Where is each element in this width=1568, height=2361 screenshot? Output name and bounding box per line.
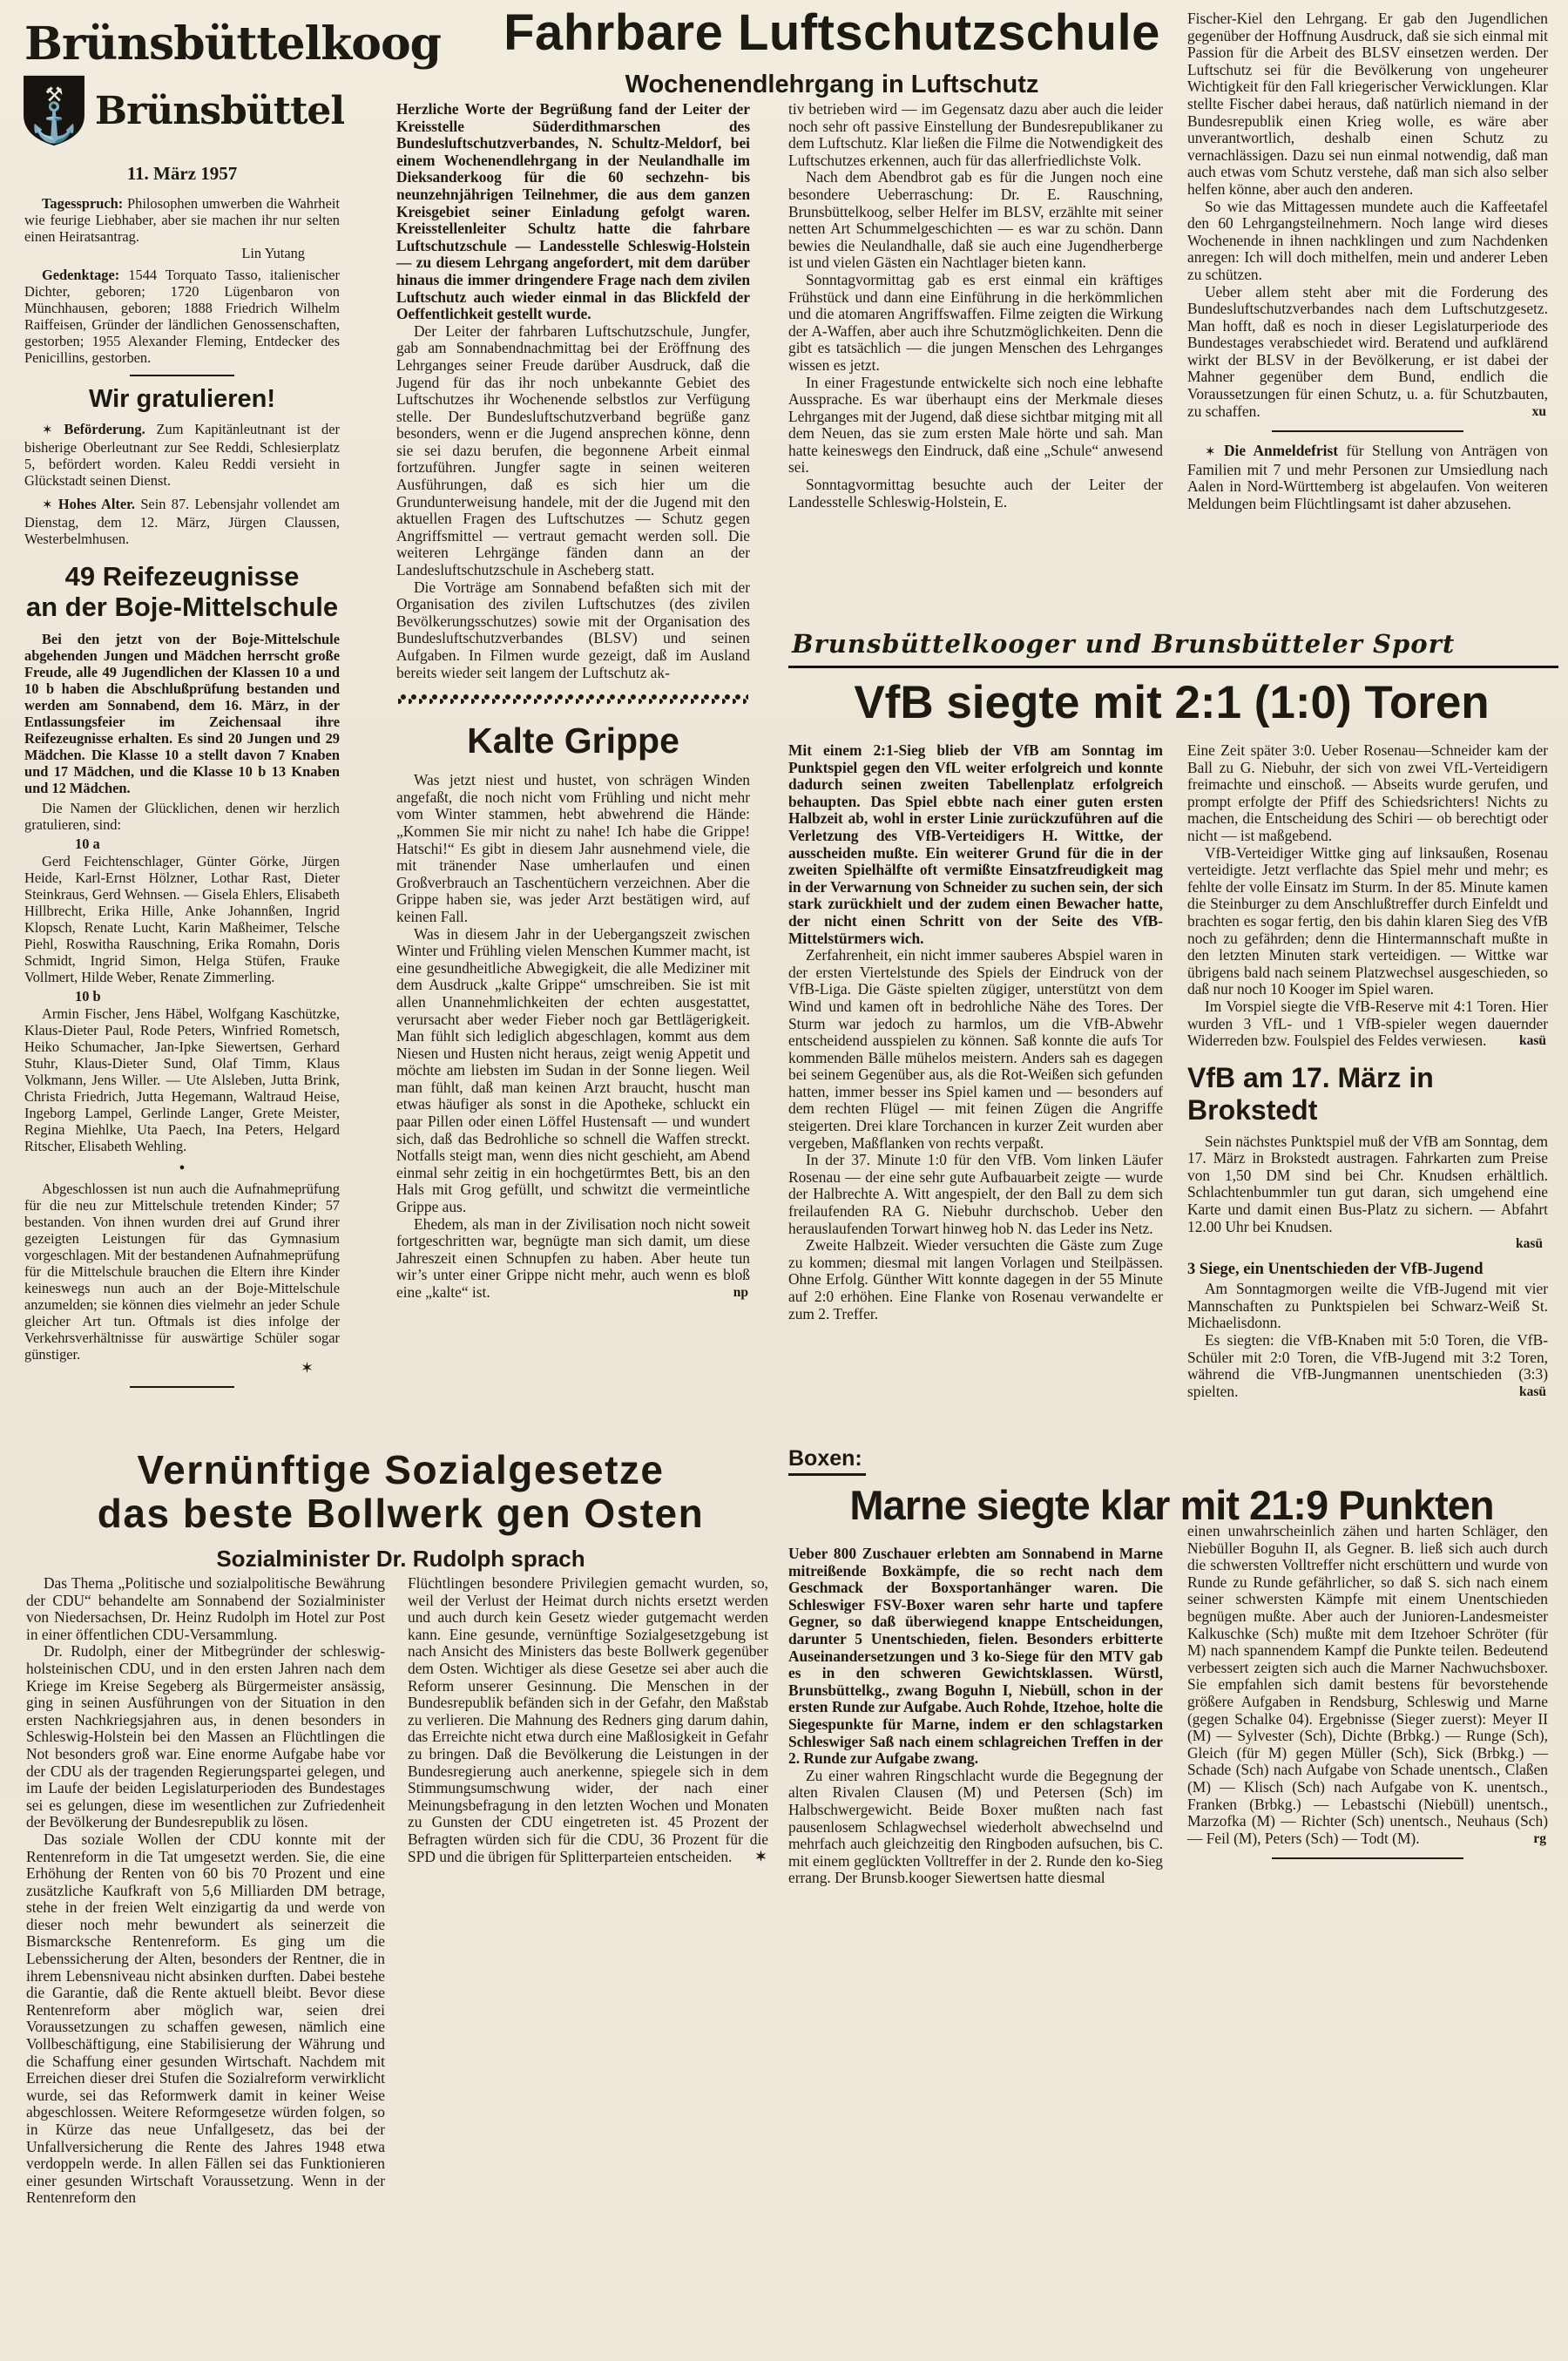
section-divider [130, 375, 234, 376]
luftschutz-paragraph [1187, 284, 1548, 421]
sozialgesetze-paragraph: Dr. Rudolph, einer der Mitbegründer der schleswig-holsteinischen CDU, und in den ersten Jahren nach dem Kriege im Kreise Segeberg als Bürgermeister ansässig, ging in seinen Ausführungen von der Situation in den ersten Nachkriegsjahren aus, in denen besonders in Schleswig-Holstein bei den Massen an Flüchtlingen die Not besonders groß war. Eine enorme Aufgabe habe vor der CDU als der tragenden Regierungspartei gelegen, und im Laufe der beiden Legislaturperioden des Bundestages sei es gelungen, diese im wesentlichen zur Zufriedenheit der Bevölkerung der Bundesrepublik zu lösen. [26, 1642, 385, 1831]
luftschutz-paragraph: So wie das Mittagessen mundete auch die Kaffeetafel den 60 Lehrgangsteilnehmern. Noch lange wird dieses Wochenende in ihnen nachklingen und zum Nachdenken anregen: Ich will doch mithelfen, mein und anderer Leben zu schützen. [1187, 197, 1548, 283]
sozialgesetze-subhead: Sozialminister Dr. Rudolph sprach [216, 1546, 585, 1572]
star-icon: ✶ [755, 1849, 767, 1864]
aufnahmepruefung-paragraph: Abgeschlossen ist nun auch die Aufnahmeprüfung für die neu zur Mittelschule tretenden Kinder; 57 bestanden. Von ihnen wurden drei auf Grund ihrer gezeigten Leistungen für das Gymnasium vorgeschlagen. Mit der bestandenen Aufnahmeprüfung für die Mittelschule brauchen die Eltern ihre Kinder keineswegs nun auch an der Boje-Mittelschule anzumelden; sie können dies vielmehr an jeder Schule gleicher Art tun. Oftmals ist dies infolge der Verkehrsverhältnisse für auswärtige Schüler sogar günstiger. [24, 1180, 340, 1363]
masthead-title-line1: Brünsbüttelkoog [24, 17, 442, 71]
vfb-paragraph: VfB-Verteidiger Wittke ging auf linksaußen, Rosenau verteidigte. Jetzt verflachte das Spiel mehr und mehr; es fehlte der volle Einsatz im Sturm. In der 85. Minute kamen die Steinburger zu dem Anschlußtreffer durch Einfeldt und brachten es sogar fertig, den bis dahin klaren Sieg des VfB noch zu gefährden; denn die Hintermannschaft mußte in den letzten Minuten stark verteidigen. — Wittke war übrigens bald nach seinem Platzwechsel ausgeschieden, so daß nur noch 10 Kooger im Spiel waren. [1187, 843, 1548, 998]
tagesspruch-label: Tagesspruch: [42, 195, 124, 212]
jugend-paragraph [1187, 1332, 1548, 1400]
vfb-paragraph: Zerfahrenheit, ein nicht immer sauberes Abspiel waren in der ersten Viertelstunde des Spiels der Eindruck von der VfB-Liga. Die Gäste spielten zügiger, unterstützt von dem Wind und kamen oft in bedrohliche Nähe des Tores. Der Sturm war jedoch zu harmlos, um die VfB-Abwehr entscheidend ausspielen zu können. Saß konnte die aufs Tor kommenden Bälle mühelos meistern. Anders sah es dagegen bei seinem Gegenüber aus, als die Rot-Weißen sich gefunden hatten, immer besser ins Spiel kamen und — besonders auf dem rechten Flügel — mit feinen Zügen die Angriffe steigerten. Drei klare Torchancen in kurzer Zeit wurden aber vergeben, Maßflanken von rechts verpaßt. [788, 946, 1163, 1152]
luftschutz-paragraph: In einer Fragestunde entwickelte sich noch eine lebhafte Aussprache. Es war überhaupt eins der Merkmale dieses Lehrganges mit der Jugend, daß diese sichtbar mitging mit all dem Neuen, das sie zum ersten Male hörte und sah. Man hatte keineswegs den Eindruck, daß eine „Schule“ anwesend sei. [788, 373, 1163, 477]
gedenktage-text: 1544 Torquato Tasso, italienischer Dichter, geboren; 1720 Lügenbaron von Münchhausen, geboren; 1888 Friedrich Wilhelm Raiffeisen, Gründer der ländlichen Genossenschaften, gestorben; 1955 Alexander Fleming, Entdecker des Penicillins, gestorben. [24, 267, 340, 366]
jugend-subhead: 3 Siege, ein Unentschieden der VfB-Jugend [1187, 1261, 1484, 1279]
kalte-grippe-headline: Kalte Grippe [467, 720, 679, 761]
kalte-grippe-paragraph [396, 1216, 750, 1302]
author-signature: kasü [1518, 1383, 1546, 1399]
reifezeugnisse-intro: Die Namen der Glücklichen, denen wir herzlich gratulieren, sind: [24, 800, 340, 833]
marne-paragraph: Zu einer wahren Ringschlacht wurde die Begegnung der alten Rivalen Clausen (M) und Petersen (Sch) im Halbschwergewicht. Beide Boxer mußten nach fast pausenlosem Schlagwechsel wiederholt abwechselnd und mehrfach auch gleichzeitig den Ringboden aufsuchen, bis C. mit einem geglückten Volltreffer in der 2. Runde den ko-Sieg errang. Der Brunsb.kooger Siewertsen hatte diesmal [788, 1766, 1163, 1887]
marne-lead: Ueber 800 Zuschauer erlebten am Sonnabend in Marne mitreißende Boxkämpfe, die so recht nach dem Geschmack der Boxsportanhänger waren. Die Schleswiger FSV-Boxer waren sehr harte und tapfere Gegner, so daß überwiegend knappe Entscheidungen, darunter 5 Unentschieden, fielen. Besonders erbitterte Auseinandersetzungen und 3 ko-Siege für den MTV gab es in den schweren Gewichtsklassen. Würstl, Brunsbüttelkg., zwang Boguhn I, Niebüll, schon in der ersten Runde zur Aufgabe. Auch Rohde, Itzehoe, holte die Siegespunkte für Marne, indem er den schlagstarken Schleswiger Saß nach einem schlagreichen Treffen in der 2. Runde zur Aufgabe zwang. [788, 1545, 1163, 1768]
section-divider [1272, 430, 1463, 432]
kalte-grippe-text: Ehedem, als man in der Zivilisation noch nicht soweit fortgeschritten war, begnügte man sich damit, um diese Jahreszeit einen Schnupfen zu haben. Aber heute tun wir’s unter einer Grippe nicht mehr, auch wenn es bloß eine „kalte“ ist. [396, 1214, 750, 1301]
vfb-paragraph [1187, 998, 1548, 1050]
luftschutz-paragraph: Sonntagvormittag gab es erst einmal ein kräftiges Frühstück und dann eine Einführung in die herkömmlichen und die atomaren Angriffswaffen. Filme zeigten die Wirkung der A-Waffen, aber auch ihre Schutzmöglichkeiten. Denn die gibt es tatsächlich — die jungen Menschen des Lehrganges wissen es jetzt. [788, 270, 1163, 374]
hohes-alter-item [24, 496, 340, 547]
brokstedt-paragraph: Sein nächstes Punktspiel muß der VfB am Sonntag, dem 17. März in Brokstedt austragen. Fahrkarten zum Preise von 1,50 DM sind bei Chr. Knudsen erhältlich. Schlachtenbummler tun gut daran, sich umgehend eine Karte und damit einen Bus-Platz zu sichern. — Abfahrt 12.00 Uhr bei Knudsen. [1187, 1132, 1548, 1235]
names-10a: Gerd Feichtenschlager, Günter Görke, Jürgen Heide, Karl-Ernst Hölzner, Lothar Rast, Dieter Steinkraus, Gerd Wehnsen. — Gisela Ehlers, Elisabeth Hillbrecht, Erika Hille, Anke Johannßen, Ingrid Klopsch, Renate Lucht, Karin Maßheimer, Telsche Piehl, Roswitha Rauschning, Erika Romahn, Doris Schmidt, Ingrid Simon, Helga Stüfen, Frauke Vollmert, Hilde Weber, Renate Zimmerling. [24, 853, 340, 985]
vfb-paragraph: Zweite Halbzeit. Wieder versuchten die Gäste zum Zuge zu kommen; diesmal mit langen Vorlagen und Steilpässen. Ohne Erfolg. Günther Witt konnte dagegen in der 55 Minute auf 2:0 erhöhen. Eine Flanke von Rosenau verwandelte er zum 2. Treffer. [788, 1236, 1163, 1323]
author-signature: kasü [1515, 1236, 1543, 1252]
author-signature: kasü [1518, 1033, 1546, 1049]
luftschutz-paragraph: Sonntagvormittag besuchte auch der Leiter der Landesstelle Schleswig-Holstein, E. [788, 476, 1163, 511]
marne-paragraph [1187, 1523, 1548, 1847]
dot-divider: ● [179, 1162, 186, 1173]
reifezeugnisse-heading [24, 561, 340, 622]
vfb-headline: VfB siegte mit 2:1 (1:0) Toren [854, 677, 1490, 728]
sport-section-header: Brunsbüttelkooger und Brunsbütteler Sport [788, 629, 1558, 668]
luftschutz-subhead: Wochenendlehrgang in Luftschutz [625, 71, 1039, 98]
sozialgesetze-text: Flüchtlingen besondere Privilegien gemacht wurden, so, weil der Verlust der Heimat durch nichts ersetzt werden und auch durch kein Gesetz wieder gutgemacht werden kann. Eine gesunde, vernünftige Sozialgesetzgebung ist nach Ansicht des Ministers das beste Bollwerk gegenüber dem Osten. Wichtiger als diese Gesetze sei aber auch die Reform unserer Gesinnung. Die Menschen in der Bundesrepublik befänden sich in der Gefahr, den Maßstab zu verlieren. Die Mahnung des Redners ging darum dahin, das Erreichte nicht etwa durch eine Maßlosigkeit in Gefahr zu bringen. Daß die Bevölkerung die Leistungen in der Bundesregierung auch anerkenne, spiegele sich in dem Stimmungsumschwung wider, der nach einer Meinungsbefragung in den letzten Wochen und Monaten zu Gunsten der CDU eingetreten ist. 45 Prozent der Befragten würden sich für die CDU, 36 Prozent für die SPD und die übrigen für Splitterparteien entscheiden. [408, 1574, 768, 1865]
luftschutz-paragraph: Der Leiter der fahrbaren Luftschutzschule, Jungfer, gab am Sonnabendnachmittag bei der Eröffnung des Lehrganges seiner Freude darüber Ausdruck, daß die Jugend für das ihr noch unbekannte Gebiet des Luftschutzes ihr Wochenende selbstlos zur Verfügung stelle. Der Bundesluftschutzverband begrüße ganz besonders, wenn er die Jugend ansprechen könne, denn sie sei dazu berufen, die begonnene Arbeit einmal fortzuführen. Jungfer sagte in seinen weiteren Ausführungen, daß es sich hier um die Grundunterweisung handele, mit der die Jugend mit den aktuellen Fragen des Luftschutzes — Schutz gegen Angriffsmittel — vertraut gemacht werden soll. Die weiteren Lehrgänge fänden dann an der Landesluftschutzschule in Ascheberg statt. [396, 321, 750, 579]
star-icon: ✶ [300, 1359, 314, 1377]
marne-headline: Marne siegte klar mit 21:9 Punkten [849, 1482, 1494, 1528]
sozialgesetze-column-1 [26, 1575, 385, 2207]
brokstedt-headline: VfB am 17. März in Brokstedt [1187, 1061, 1434, 1126]
tagesspruch-author: Lin Yutang [241, 245, 305, 261]
author-signature: rg [1533, 1830, 1546, 1846]
befoerderung-label: Beförderung. [64, 421, 145, 437]
reifezeugnisse-heading-line1: 49 Reifezeugnisse [64, 561, 300, 592]
luftschutz-text: Ueber allem steht aber mit die Forderung des Bundesluftschutzverbandes nach dem Luftschutzgesetz. Man hofft, daß es noch in dieser Legislaturperiode des Bundestages verabschiedet wird. Beratend und aufklärend wirkt der BLSV in der Bevölkerung, er ist dabei der Mahner gegenüber dem Bund, endlich die Voraussetzungen für einen Schutz, u. a. für Schutzbauten, zu schaffen. [1187, 282, 1548, 420]
tagesspruch-paragraph [24, 195, 340, 245]
svg-text:⚓: ⚓ [30, 101, 78, 145]
luftschutz-column-1 [396, 101, 750, 1302]
marne-column-2 [1187, 1523, 1548, 1870]
luftschutz-paragraph: tiv betrieben wird — im Gegensatz dazu aber auch die leider noch sehr oft passive Einstellung der Bundesrepublikaner zu dem Luftschutz. Klar ließen die Filme die Notwendigkeit des Luftschutzes erkennen, auch für das allerfriedlichste Volk. [788, 100, 1163, 169]
anmeldefrist-notice [1187, 443, 1548, 512]
marne-text: einen unwahrscheinlich zähen und harten Schläger, den Niebüller Boguhn II, als Gegner. B. ließ sich auch durch die schwersten Volltreffer nicht erschüttern und wurde von Runde zu Runde gefährlicher, so daß S. sich nach einem seiner schwersten Kämpfe mit einem Unentschieden begnügen mußte. Aber auch der Junioren-Landesmeister Kalkuschke (Sch) mußte mit dem Itzehoer Schröter (für M) nach spannendem Kampf die Punkte teilen. Bedeutend verbessert zeigten sich auch die Marner Nachwuchsboxer. Sie empfahlen sich damit bestens für bevorstehende größere Aufgaben in Rendsburg, Schleswig und Marne (gegen Schalke 04). Ergebnisse (Sieger zuerst): Meyer II (M) — Sylvester (Sch), Dichte (Brbkg.) — Runge (Sch), Gleich (für M) gegen Müller (Sch), Sick (Brbkg.) — Schade (Sch) nach Aufgabe von Schade unentsch., Claßen (M) — Klisch (Sch) nach Aufgabe von K. unentsch., Franken (Brbkg.) — Lebastschi (Niebüll) unentsch., Marzofka (M) — Richter (Sch) unentsch., Neuhaus (Sch) — Feil (M), Peters (Sch) — Todt (M). [1187, 1522, 1548, 1847]
luftschutz-paragraph: Die Vorträge am Sonnabend befaßten sich mit der Organisation des zivilen Luftschutzes (des zivilen Bevölkerungsschutzes) sowie mit der Organisation des Bundesluftschutzverbandes (BLSV) und seinen Aufgaben. In Filmen wurde gezeigt, daß im Ausland bereits wieder seit langem der Luftschutz ak- [396, 578, 750, 681]
vfb-text: Im Vorspiel siegte die VfB-Reserve mit 4:1 Toren. Hier wurden 3 VfL- und 1 VfB-spieler wegen dauernder Widerreden bzw. Foulspiel des Feldes verwiesen. [1187, 997, 1548, 1050]
vfb-lead: Mit einem 2:1-Sieg blieb der VfB am Sonntag im Punktspiel gegen den VfL weiter erfolgreich und konnte dadurch seinen zweiten Tabellenplatz erfolgreich behaupten. Das Spiel ebbte nach einer guten ersten Halbzeit ab, wohl in erster Linie zurückzuführen auf die Verletzung des VfB-Verteidigers H. Wittke, der ausscheiden mußte. Ein weiterer Grund für die in der zweiten Spielhälfte oft vermißte Einsatzfreudigkeit mag in der Verwarnung von Schneider zu suchen sein, der sich stark zurückhielt und der zudem einen Bewacher hatte, der nicht einen Schritt von der Seite des VfB-Mittelstürmers wich. [788, 741, 1163, 947]
tagesspruch-text: Philosophen umwerben die Wahrheit wie feurige Liebhaber, aber sie machen ihr nur selten einen Heiratsantrag. [24, 195, 340, 245]
anchor-hammer-crest-icon [20, 72, 88, 149]
sozialgesetze-column-2 [408, 1575, 768, 1865]
befoerderung-text: Zum Kapitänleutnant ist der bisherige Oberleutnant zur See Reddi, Schlesierplatz 5, befördert worden. Kaleu Reddi versieht in Glückstadt seinen Dienst. [24, 421, 340, 489]
hohes-alter-label: Hohes Alter. [57, 496, 135, 512]
reifezeugnisse-lead: Bei den jetzt von der Boje-Mittelschule abgehenden Jungen und Mädchen herrscht große Freude, alle 49 Jugendlichen der Klassen 10 a und 10 b haben die Abschlußprüfung bestanden und werden am Sonnabend, dem 16. März, in der Entlassungsfeier im Zeichensaal ihre Reifezeugnisse erhalten. Es sind 20 Jungen und 29 Mädchen. Die Klasse 10 a stellt davon 7 Knaben und 17 Mädchen, und die Klasse 10 b 13 Knaben und 12 Mädchen. [24, 631, 340, 796]
sozialgesetze-paragraph [408, 1575, 768, 1865]
edition-date: 11. März 1957 [126, 163, 238, 184]
luftschutz-column-2 [788, 101, 1163, 511]
boxen-label: Boxen: [788, 1446, 866, 1476]
luftschutz-paragraph: Fischer-Kiel den Lehrgang. Er gab den Jugendlichen gegenüber der Hoffnung Ausdruck, daß sie sich einmal mit Passion für die Arbeit des BLSV einsetzen werden. Der Luftschutz sei für die Bevölkerung von ungeheurer Wichtigkeit für den Fall kriegerischer Verwicklungen. Klar stellte Fischer dabei heraus, daß natürlich niemand in der Bundesrepublik einen Krieg wolle, es wäre aber unverantwortlich, deshalb einen Schutz zu vernachlässigen. Dazu sei nun einmal notwendig, daß man auch etwas vom Schutz verstehe, daß man sich also selber helfen könne, aber auch den anderen. [1187, 10, 1548, 198]
vfb-column-1 [788, 742, 1163, 1323]
befoerderung-item [24, 421, 340, 489]
luftschutz-paragraph: Nach dem Abendbrot gab es für die Jungen noch eine besondere Ueberraschung: Dr. E. Rauschning, Brunsbüttelkoog, selber Helfer im BLSV, erzählte mit seiner netten Art Schummelgeschichten — es war zu schön. Dann bewies die Neulandhalle, daß sie auch eine Jugendherberge ist und vielen Gästen ein Nachtlager bieten kann. [788, 168, 1163, 272]
jugend-text: Es siegten: die VfB-Knaben mit 5:0 Toren, die VfB-Schüler mit 2:0 Toren, die VfB-Jugend mit 3:2 Toren, während die VfB-Jungmannen unentschieden (3:3) spielten. [1187, 1331, 1548, 1400]
author-signature: np [733, 1285, 748, 1300]
section-divider [1272, 1857, 1463, 1859]
author-signature: xu [1531, 403, 1546, 419]
gratulieren-heading: Wir gratulieren! [88, 385, 276, 413]
kalte-grippe-paragraph: Was in diesem Jahr in der Uebergangszeit zwischen Winter und Frühling vielen Menschen Kummer macht, ist eine gesundheitliche Abwegigkeit, die alle Mediziner mit dem Ausdruck „kalte Grippe“ umschreiben. Sie ist mit allen Unannehmlichkeiten der echten ausgestattet, verursacht aber weder Fieber noch gar Bettlägerigkeit. Man fühlt sich lediglich abgeschlagen, kommt aus dem Niesen und Husten nicht heraus, zeigt wenig Appetit und möchte am liebsten im Sudan in der Sonne liegen. Weil man fühlt, daß man keinen Arzt braucht, huscht man etwas häufiger als sonst in die Apotheke, schluckt ein paar Pillen oder einen Löffel Hustensaft — und wundert sich, daß das Bedrohliche so schnell die Waffen streckt. Notfalls steigt man, wenn dies nicht geschieht, am Abend einmal sehr zeitig in ein hochgetürmtes Bett, bis an den Hals mit Grog gefüllt, und schwitzt die vermeintliche Grippe aus. [396, 924, 750, 1216]
luftschutz-header [375, 3, 1289, 99]
vfb-paragraph: Eine Zeit später 3:0. Ueber Rosenau—Schneider kam der Ball zu G. Niebuhr, der sich von zwei VfL-Verteidigern freimachte und einschoß. — Abseits wurde gerufen, und prompt erfolgte der Pfiff des Schiedsrichters! Nichts zu machen, die Entscheidung des Schiri — ob berechtigt oder nicht — ist maßgebend. [1187, 741, 1548, 844]
sozialgesetze-paragraph: Das soziale Wollen der CDU konnte mit der Rentenreform in die Tat umgesetzt werden. Sie, die eine Erhöhung der Renten von 60 bis 70 Prozent und eine zusätzliche Kaufkraft von 5,6 Milliarden DM betrage, stehe in der freien Welt einzigartig da und werde von dieser noch mehr bewundert als seinerzeit die Bismarcksche Rentenreform. Es ging um die Lebenssicherung der Alten, besonders der Rentner, die in ihrem Lebensniveau nicht absinken durften. Dabei bestehe die Garantie, daß die Rente aktuell bleibt. Bevor diese Rentenreform aber möglich war, seien drei Voraussetzungen zu schaffen gewesen, nämlich eine Vollbeschäftigung, eine Stabilisierung der Währung und die Schaffung einer gesunden Wirtschaft. Nachdem mit Erreichen dieser drei Stufen die Sozialreform verwirklicht wurde, sei das Reformwerk damit in keiner Weise abgeschlossen. Weitere Reformgesetze würden folgen, so in Kürze das neue Unfallgesetz, das bei der Unfallversicherung die Rente des Jahres 1948 etwa verdoppeln werde. In allen Fällen sei das Funktionieren einer gesunden Wirtschaft Voraussetzung. Wenn in der Rentenreform den [26, 1830, 385, 2207]
luftschutz-column-3 [1187, 10, 1548, 513]
luftschutz-headline: Fahrbare Luftschutzschule [504, 4, 1160, 61]
star-icon: ✶ [42, 498, 53, 512]
reifezeugnisse-heading-line2: an der Boje-Mittelschule [25, 592, 339, 622]
rope-ornament [398, 693, 748, 705]
star-icon: ✶ [1205, 445, 1216, 460]
vfb-column-2 [1187, 742, 1548, 1400]
class-label-10b: 10 b [75, 988, 101, 1005]
masthead-row [24, 72, 345, 149]
hohes-alter-text: Sein 87. Lebensjahr vollendet am Dienstag, dem 12. März, Jürgen Claussen, Westerbelmhusen. [24, 496, 340, 547]
section-divider [130, 1386, 234, 1388]
svg-text:⚒: ⚒ [44, 84, 64, 107]
marne-column-1 [788, 1546, 1163, 1887]
sozialgesetze-paragraph: Das Thema „Politische und sozialpolitische Bewährung der CDU“ behandelte am Sonnabend der Sozialminister von Niedersachsen, Dr. Heinz Rudolph im Hotel zur Post in einer öffentlichen CDU-Versammlung. [26, 1574, 385, 1643]
sozialgesetze-header [26, 1448, 775, 1573]
star-icon: ✶ [42, 423, 53, 437]
local-news-column [24, 17, 442, 1397]
kalte-grippe-paragraph: Was jetzt niest und hustet, von schrägen Winden angefaßt, die noch nicht vom Frühling und nicht mehr vom Winter stammen, hebt abwehrend die Hände: „Kommen Sie mir nicht zu nahe! Ich habe die Grippe! Hatschi!“ Es gibt in diesem Jahr ausnehmend viele, die mit tränender Nase umherlaufen und einen Großverbrauch an Taschentüchern verzeichnen. Aber die Grippe haben sie, was jeder Arzt bestätigen wird, auf keinen Fall. [396, 771, 750, 925]
luftschutz-lead: Herzliche Worte der Begrüßung fand der Leiter der Kreisstelle Süderdithmarschen des Bundesluftschutzverbandes, N. Schultz-Meldorf, bei einem Wochenendlehrgang in der Neulandhalle im Dieksanderkoog für die 60 sechzehn- bis neunzehnjährigen Teilnehmer, die aus dem ganzen Kreisgebiet seiner Einladung gefolgt waren. Kreisstellenleiter Schultz hatte die fahrbare Luftschutzschule — Landesstelle Schleswig-Holstein — zu diesem Lehrgang angefordert, mit dem darüber hinaus die immer dringendere Frage nach dem zivilen Luftschutz auch wieder einmal in das Blickfeld der Oeffentlichkeit gestellt wurde. [396, 100, 750, 323]
vfb-paragraph: In der 37. Minute 1:0 für den VfB. Vom linken Läufer Rosenau — der eine sehr gute Aufbauarbeit zeigte — wurde der Halbrechte A. Witt angespielt, der den Ball zu dem sich freilaufenden RA G. Niebuhr durchschob. Ueber den herauslaufenden Torwart hinweg hob N. das Leder ins Netz. [788, 1151, 1163, 1237]
names-10b: Armin Fischer, Jens Häbel, Wolfgang Kaschützke, Klaus-Dieter Paul, Rode Peters, Winfried Rometsch, Heiko Schumacher, Jan-Ipke Siewertsen, Gerhard Stuhr, Klaus-Dieter Sund, Olaf Timm, Klaus Volkmann, Jens Willer. — Ute Alsleben, Jutta Brink, Christa Friedrich, Jutta Hegemann, Waltraud Heise, Ingeborg Lampel, Gerlinde Langer, Grete Meister, Regina Miehlke, Uta Paech, Ina Peters, Helgard Ritscher, Elisabeth Wehling. [24, 1005, 340, 1154]
anmeldefrist-text: für Stellung von Anträgen von Familien mit 7 und mehr Personen zur Umsiedlung nach Aalen in Nord-Württemberg ist abgelaufen. Von weiteren Meldungen beim Flüchtlingsamt ist daher abzusehen. [1187, 442, 1548, 513]
sozialgesetze-headline-line1: Vernünftige Sozialgesetze [137, 1447, 665, 1492]
masthead-title-line2: Brünsbüttel [94, 88, 345, 133]
sozialgesetze-headline-line2: das beste Bollwerk gen Osten [97, 1491, 705, 1536]
class-label-10a: 10 a [75, 835, 100, 852]
gedenktage-paragraph [24, 267, 340, 366]
jugend-paragraph: Am Sonntagmorgen weilte die VfB-Jugend mit vier Mannschaften zu Punktspielen bei Schwarz-Weiß St. Michaelisdonn. [1187, 1280, 1548, 1332]
gedenktage-label: Gedenktage: [42, 267, 120, 283]
anmeldefrist-label: Die Anmeldefrist [1223, 442, 1339, 460]
sozialgesetze-headline [26, 1448, 775, 1535]
